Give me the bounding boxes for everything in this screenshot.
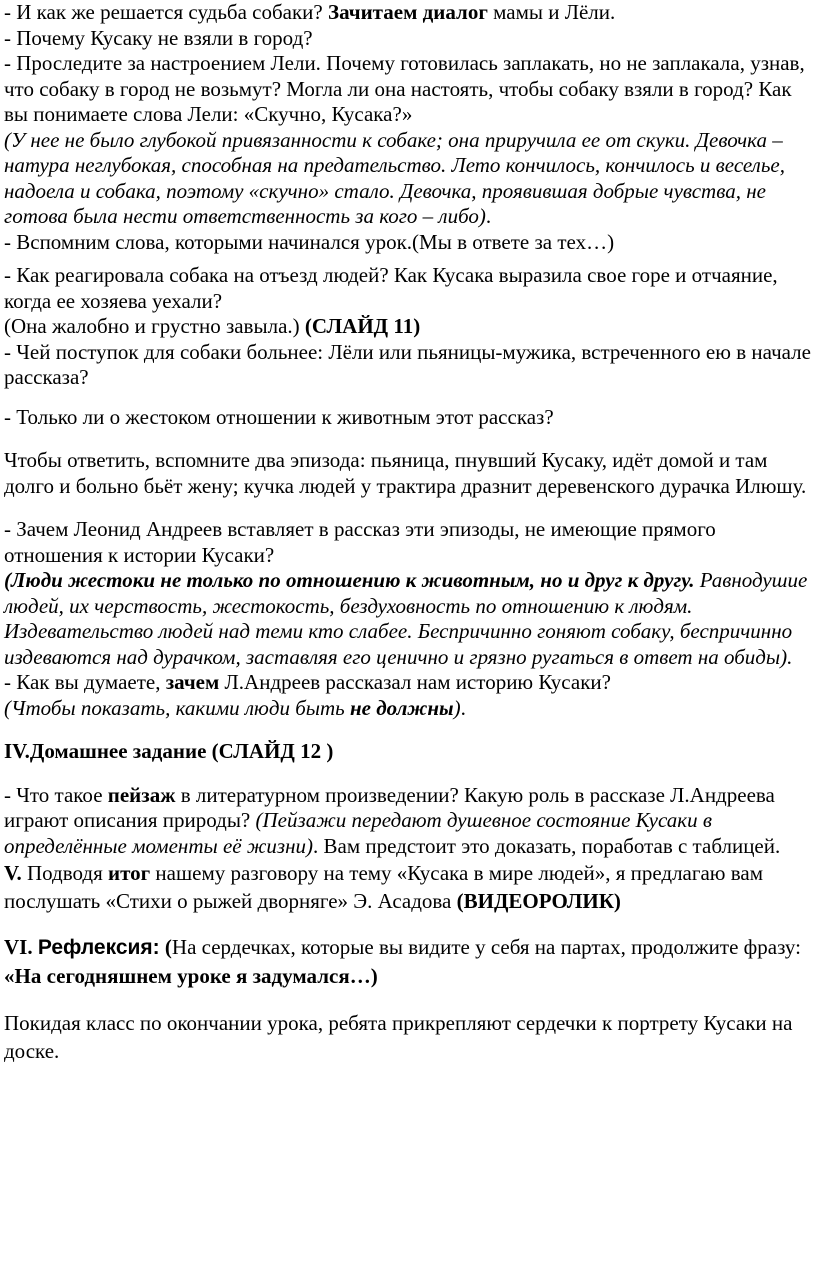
text-segment: Подводя <box>21 861 108 885</box>
italic-text: Равнодушие людей, их черствость, жестокость, бездуховность по отношению к людям. Издевательство людей над теми кто слабее. Беспричинно гоняют собаку, беспричинно издеваются над дурачком, заставляя его ценично и грязно ругаться в ответ на обиды). <box>4 568 808 669</box>
paragraph-summary <box>4 859 812 915</box>
paragraph-people-cruel <box>4 568 812 670</box>
paragraph-reflection <box>4 933 812 991</box>
bold-sans-text: Рефлексия: <box>37 936 160 959</box>
paragraph-whose-act: - Чей поступок для собаки больнее: Лёли или пьяницы-мужика, встреченного ею в начале рассказа? <box>4 339 811 389</box>
italic-text: (Чтобы показать, какими люди быть <box>4 695 350 720</box>
bold-italic-text: не должны <box>349 695 454 720</box>
text-segment: в литературном произведении? Какую роль в рассказе Л.Андреева играют описания природы? <box>4 782 775 832</box>
text-segment: (Она жалобно и грустно завыла.) <box>4 314 305 338</box>
paragraph-dialog <box>4 0 812 26</box>
paragraph-recall-words: - Вспомним слова, которыми начинался урок.(Мы в ответе за тех…) <box>4 229 615 254</box>
text-segment: . <box>485 204 492 228</box>
bold-text: ( <box>159 935 172 959</box>
text-segment: . Вам предстоит это доказать, поработав с таблицей. <box>313 833 781 858</box>
text-segment: На сердечках, которые вы видите у себя на партах, продолжите фразу: <box>171 935 801 959</box>
bold-text: «На сегодняшнем уроке я задумался…) <box>4 964 378 988</box>
text-segment: - Как вы думаете, <box>4 670 166 694</box>
bold-text: пейзаж <box>107 782 176 807</box>
paragraph-only-cruelty: - Только ли о жестоком отношении к животным этот рассказ? <box>4 404 554 429</box>
bold-italic-text: (Люди жестоки не только по отношению к животным, но и друг к другу. <box>4 568 695 592</box>
heading-homework: IV.Домашнее задание (СЛАЙД 12 ) <box>4 739 334 763</box>
text-segment: - И как же решается судьба собаки? <box>4 0 328 24</box>
bold-text: V. <box>4 861 22 885</box>
bold-text: (СЛАЙД 11) <box>304 314 421 338</box>
italic-text: (У нее не было глубокой привязанности к собаке; она приручила ее от скуки. Девочка – натура неглубокая, способная на предательство. Лето кончилось, кончилось и веселье, надоела и собака, поэтому «скучно» стало. Девочка, проявившая добрые чувства, не готова была нести ответственность за кого – либо) <box>4 127 785 228</box>
text-segment: . <box>460 695 466 720</box>
text-segment: мамы и Лёли. <box>487 0 616 24</box>
text-segment: Л.Андреев рассказал нам историю Кусаки? <box>219 670 611 694</box>
bold-text: итог <box>107 861 151 885</box>
paragraph-leaving-class: Покидая класс по окончании урока, ребята прикрепляют сердечки к портрету Кусаки на доске. <box>4 1011 793 1063</box>
bold-text: (ВИДЕОРОЛИК) <box>456 889 621 913</box>
paragraph-question-city: - Почему Кусаку не взяли в город? <box>4 25 313 50</box>
italic-text: (Пейзажи передают душевное состояние Кусаки в определённые моменты её жизни) <box>4 808 712 858</box>
text-segment: нашему разговору на тему «Кусака в мире людей», я предлагаю вам послушать «Стихи о рыжей дворняге» Э. Асадова <box>4 861 763 913</box>
paragraph-to-show <box>4 696 812 722</box>
paragraph-why-episodes: - Зачем Леонид Андреев вставляет в рассказ эти эпизоды, не имеющие прямого отношения к истории Кусаки? <box>4 517 716 567</box>
text-segment: - Что такое <box>4 782 108 807</box>
paragraph-answer-italic <box>4 128 812 230</box>
bold-text: Зачитаем диалог <box>328 0 488 24</box>
paragraph-why-story <box>4 670 812 696</box>
paragraph-question-mood: - Проследите за настроением Лели. Почему готовилась заплакать, но не заплакала, узнав, что собаку в город не возьмут? Могла ли она настоять, чтобы собаку взяли в город? Как вы понимаете слова Лели: «Скучно, Кусака?» <box>4 51 805 126</box>
italic-text: ) <box>453 695 461 720</box>
bold-text: VI. <box>4 935 38 959</box>
paragraph-slide-11 <box>4 314 812 340</box>
paragraph-dog-reaction: - Как реагировала собака на отъезд людей? Как Кусака выразила свое горе и отчаяние, когда ее хозяева уехали? <box>4 263 778 313</box>
paragraph-two-episodes: Чтобы ответить, вспомните два эпизода: пьяница, пнувший Кусаку, идёт домой и там долго и больно бьёт жену; кучка людей у трактира дразнит деревенского дурачка Илюшу. <box>4 448 807 498</box>
paragraph-landscape <box>4 783 812 860</box>
bold-text: зачем <box>165 670 220 694</box>
